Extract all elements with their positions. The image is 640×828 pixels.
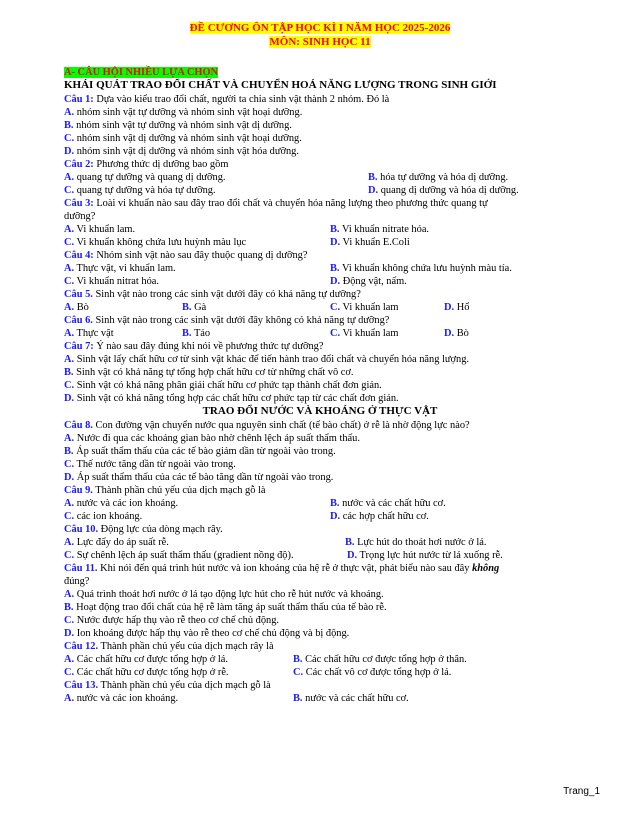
q1-option-c: C. nhóm sinh vật dị dưỡng và nhóm sinh vật hoại dưỡng. (64, 133, 302, 144)
q10-option-d: D. Trọng lực hút nước từ lá xuống rễ. (347, 550, 503, 561)
question-11-cont: đúng? (64, 576, 90, 587)
question-4: Câu 4: Nhóm sinh vật nào sau đây thuộc quang dị dưỡng? (64, 250, 308, 261)
question-6: Câu 6. Sinh vật nào trong các sinh vật dưới đây không có khả năng tự dưỡng? (64, 315, 390, 326)
page-number: Trang_1 (563, 786, 600, 797)
question-3: Câu 3: Loài vi khuẩn nào sau đây trao đổi chất và chuyển hóa năng lượng theo phương thức quang tự (64, 198, 488, 209)
q3-option-a: A. Vi khuẩn lam. (64, 224, 136, 235)
q5-option-c: C. Vi khuẩn lam (330, 302, 399, 313)
question-13: Câu 13. Thành phần chủ yếu của dịch mạch gỗ là (64, 680, 271, 691)
q11-option-b: B. Hoạt động trao đổi chất của hệ rễ làm tăng áp suất thẩm thấu của tế bào rễ. (64, 602, 387, 613)
question-12: Câu 12. Thành phần chủ yếu của dịch mạch rây là (64, 641, 274, 652)
question-9: Câu 9. Thành phần chủ yếu của dịch mạch gỗ là (64, 485, 266, 496)
q7-option-a: A. Sinh vật lấy chất hữu cơ từ sinh vật khác để tiến hành trao đổi chất và chuyển hóa năng lượng. (64, 354, 470, 365)
q8-option-c: C. Thế nước tăng dần từ ngoài vào trong. (64, 459, 236, 470)
q10-option-c: C. Sự chênh lệch áp suất thẩm thấu (gradient nồng độ). (64, 550, 294, 561)
q8-option-b: B. Áp suất thẩm thấu của các tế bào giảm dần từ ngoài vào trong. (64, 446, 336, 457)
question-8: Câu 8. Con đường vận chuyển nước qua nguyên sinh chất (tế bào chất) ở rễ là nhờ động lực nào? (64, 420, 470, 431)
q2-option-d: D. quang dị dưỡng và hóa dị dưỡng. (368, 185, 519, 196)
q9-option-a: A. nước và các ion khoáng. (64, 498, 179, 509)
q2-option-a: A. quang tự dưỡng và quang dị dưỡng. (64, 172, 226, 183)
document-title: ĐỀ CƯƠNG ÔN TẬP HỌC KÌ I NĂM HỌC 2025-2026 (189, 22, 451, 34)
q4-option-a: A. Thực vật, vi khuẩn lam. (64, 263, 176, 274)
q5-option-b: B. Gà (182, 302, 207, 313)
section-a-heading: A- CÂU HỘI NHIỀU LỰA CHỌN (64, 67, 219, 78)
question-11: Câu 11. Khi nói đến quá trình hút nước và ion khoáng của hệ rễ ở thực vật, phát biểu nào sau đây không (64, 563, 500, 574)
q3-option-b: B. Vi khuẩn nitrate hóa. (330, 224, 430, 235)
q10-option-a: A. Lực đẩy do áp suất rễ. (64, 537, 169, 548)
q5-option-a: A. Bò (64, 302, 89, 313)
question-5: Câu 5. Sinh vật nào trong các sinh vật dưới đây có khả năng tự dưỡng? (64, 289, 361, 300)
document-subject: MÔN: SINH HỌC 11 (269, 36, 371, 48)
q1-option-a: A. nhóm sinh vật tự dưỡng và nhóm sinh vật hoại dưỡng. (64, 107, 303, 118)
q11-option-c: C. Nước được hấp thụ vào rễ theo cơ chế chủ động. (64, 615, 280, 626)
q6-option-b: B. Tảo (182, 328, 211, 339)
topic-heading-2: TRAO ĐỔI NƯỚC VÀ KHOÁNG Ở THỰC VẬT (202, 405, 438, 417)
q4-option-b: B. Vi khuẩn không chứa lưu huỳnh màu tía. (330, 263, 512, 274)
q13-option-b: B. nước và các chất hữu cơ. (293, 693, 409, 704)
q3-option-d: D. Vi khuẩn E.Coli (330, 237, 410, 248)
q13-option-a: A. nước và các ion khoáng. (64, 693, 179, 704)
question-7: Câu 7: Ý nào sau đây đúng khi nói về phương thức tự dưỡng? (64, 341, 324, 352)
q7-option-c: C. Sinh vật có khả năng phân giải chất hữu cơ phức tạp thành chất đơn giản. (64, 380, 382, 391)
q11-option-a: A. Quá trình thoát hơi nước ở lá tạo động lực hút cho rễ hút nước và khoáng. (64, 589, 384, 600)
q9-option-d: D. các hợp chất hữu cơ. (330, 511, 429, 522)
q2-option-c: C. quang tự dưỡng và hóa tự dưỡng. (64, 185, 216, 196)
q10-option-b: B. Lực hút do thoát hơi nước ở lá. (345, 537, 487, 548)
q4-option-c: C. Vi khuẩn nitrat hóa. (64, 276, 159, 287)
q5-option-d: D. Hổ (444, 302, 470, 313)
topic-heading-1: KHÁI QUÁT TRAO ĐỔI CHẤT VÀ CHUYỂN HOÁ NĂNG LƯỢNG TRONG SINH GIỚI (64, 79, 497, 91)
question-1: Câu 1: Dựa vào kiểu trao đổi chất, người ta chia sinh vật thành 2 nhóm. Đó là (64, 94, 390, 105)
q1-option-b: B. nhóm sinh vật tự dưỡng và nhóm sinh vật dị dưỡng. (64, 120, 292, 131)
q12-option-c: C. Các chất hữu cơ được tổng hợp ở rễ. (64, 667, 229, 678)
q6-option-d: D. Bò (444, 328, 469, 339)
q4-option-d: D. Động vật, nấm. (330, 276, 407, 287)
q9-option-c: C. các ion khoáng. (64, 511, 143, 522)
question-3-cont: dưỡng? (64, 211, 96, 222)
q7-option-d: D. Sinh vật có khả năng tổng hợp các chất hữu cơ phức tạp từ các chất đơn giản. (64, 393, 399, 404)
q6-option-a: A. Thực vật (64, 328, 114, 339)
question-2: Câu 2: Phương thức dị dưỡng bao gồm (64, 159, 229, 170)
q8-option-d: D. Áp suất thẩm thấu của các tế bào tăng dần từ ngoài vào trong. (64, 472, 334, 483)
q2-option-b: B. hóa tự dưỡng và hóa dị dưỡng. (368, 172, 509, 183)
q12-option-d: C. Các chất vô cơ được tổng hợp ở lá. (293, 667, 452, 678)
q6-option-c: C. Vi khuẩn lam (330, 328, 399, 339)
q7-option-b: B. Sinh vật có khả năng tự tổng hợp chất hữu cơ từ những chất vô cơ. (64, 367, 354, 378)
q11-option-d: D. Ion khoáng được hấp thụ vào rễ theo cơ chế chủ động và bị động. (64, 628, 350, 639)
question-10: Câu 10. Động lực của dòng mạch rây. (64, 524, 223, 535)
q9-option-b: B. nước và các chất hữu cơ. (330, 498, 446, 509)
q12-option-a: A. Các chất hữu cơ được tổng hợp ở lá. (64, 654, 228, 665)
q3-option-c: C. Vi khuẩn không chứa lưu huỳnh màu lục (64, 237, 247, 248)
q12-option-b: B. Các chất hữu cơ được tổng hợp ở thân. (293, 654, 467, 665)
q8-option-a: A. Nước đi qua các khoảng gian bào nhờ chênh lệch áp suất thẩm thấu. (64, 433, 360, 444)
q1-option-d: D. nhóm sinh vật dị dưỡng và nhóm sinh vật hóa dưỡng. (64, 146, 299, 157)
